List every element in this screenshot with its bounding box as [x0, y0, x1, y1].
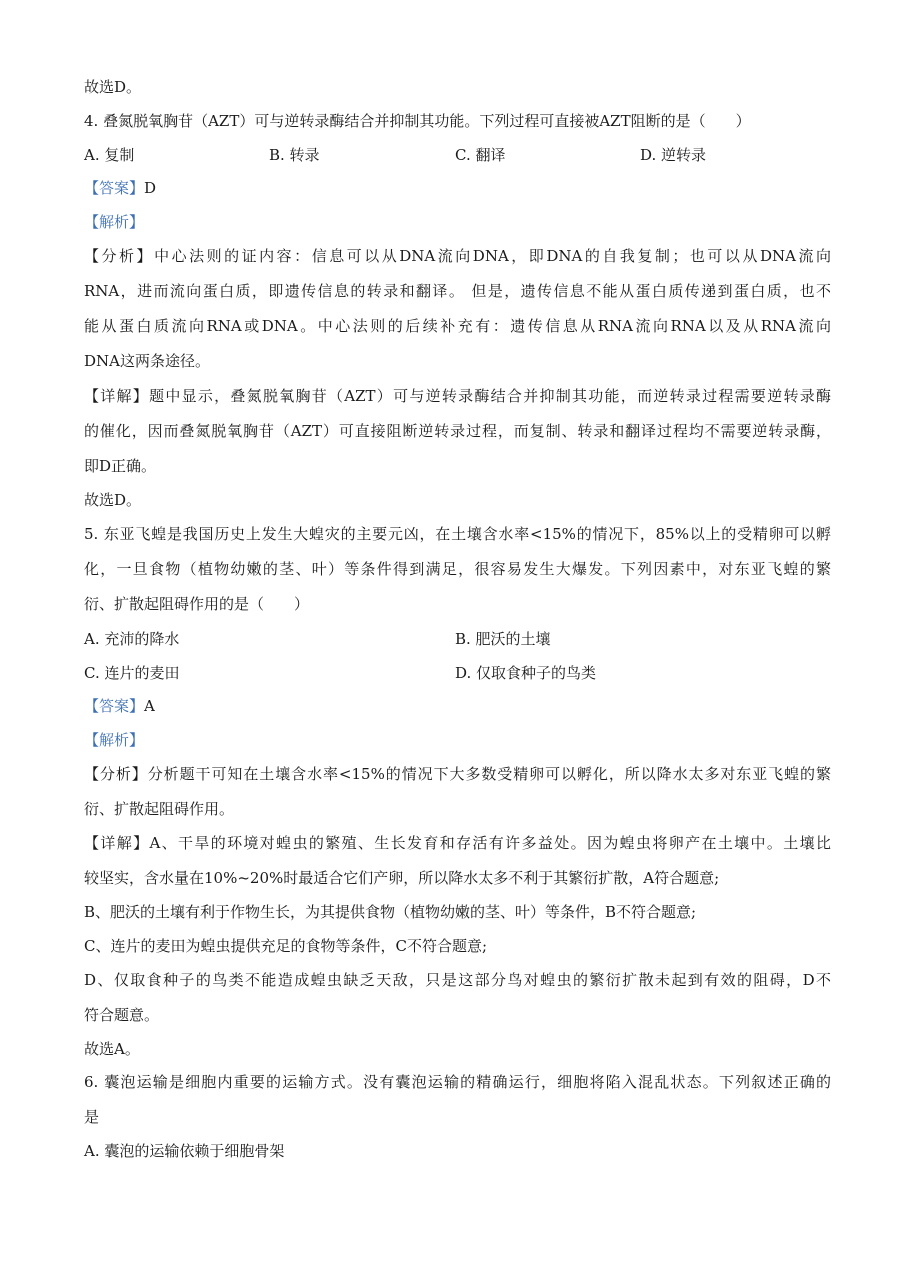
q4-answer-line	[84, 178, 156, 198]
xiangjie-tag: 【详解】	[84, 834, 150, 852]
q5-answer-value: A	[144, 697, 155, 715]
question-5-stem-3: 衍、扩散起阻碍作用的是（ ）	[84, 595, 310, 613]
q4-option-b: B. 转录	[269, 146, 320, 164]
q5-fenxi-text-1: 分析题干可知在土壤含水率<15%的情况下大多数受精卵可以孵化，所以降水太多对东亚飞蝗的繁	[147, 765, 831, 783]
q5-option-d-explanation-2: 符合题意。	[84, 1006, 160, 1024]
q5-option-d-explanation-1: D、仅取食种子的鸟类不能造成蝗虫缺乏天敌，只是这部分鸟对蝗虫的繁衍扩散未起到有效的阻碍，D不	[84, 971, 831, 989]
answer-tag: 【答案】	[84, 179, 145, 197]
question-5-stem-2: 化，一旦食物（植物幼嫩的茎、叶）等条件得到满足，很容易发生大爆发。下列因素中，对东亚飞蝗的繁	[84, 560, 831, 578]
q4-fenxi-line-1	[84, 246, 831, 266]
q5-answer-line	[84, 696, 155, 716]
q6-option-a: A. 囊泡的运输依赖于细胞骨架	[84, 1142, 285, 1160]
q5-xiangjie-line-1	[84, 833, 831, 853]
q4-answer-value: D	[144, 179, 157, 197]
q5-xiangjie-line-2: 较坚实，含水量在10%~20%时最适合它们产卵，所以降水太多不利于其繁衍扩散，A符合题意;	[84, 869, 720, 887]
q5-conclusion: 故选A。	[84, 1040, 140, 1058]
q5-option-d: D. 仅取食种子的鸟类	[455, 664, 597, 682]
q5-option-b: B. 肥沃的土壤	[455, 630, 551, 648]
xiangjie-tag: 【详解】	[84, 387, 150, 405]
q4-xiangjie-line-2: 的催化，因而叠氮脱氧胸苷（AZT）可直接阻断逆转录过程，而复制、转录和翻译过程均不需要逆转录酶，	[84, 422, 831, 440]
q4-xiangjie-text-1: 题中显示，叠氮脱氧胸苷（AZT）可与逆转录酶结合并抑制其功能，而逆转录过程需要逆转录酶	[149, 387, 831, 405]
question-4-stem: 4. 叠氮脱氧胸苷（AZT）可与逆转录酶结合并抑制其功能。下列过程可直接被AZT阻断的是（ ）	[84, 112, 751, 130]
q4-xiangjie-line-1	[84, 386, 831, 406]
q4-option-a: A. 复制	[84, 146, 135, 164]
q5-analysis-tag: 【解析】	[84, 731, 145, 749]
q5-fenxi-line-2: 衍、扩散起阻碍作用。	[84, 800, 235, 818]
q5-fenxi-line-1	[84, 764, 831, 784]
question-5-stem-1: 5. 东亚飞蝗是我国历史上发生大蝗灾的主要元凶，在土壤含水率<15%的情况下，85%以上的受精卵可以孵	[84, 525, 831, 543]
answer-tag: 【答案】	[84, 697, 145, 715]
q4-xiangjie-line-3: 即D正确。	[84, 457, 157, 475]
q5-xiangjie-text-1: A、干旱的环境对蝗虫的繁殖、生长发育和存活有许多益处。因为蝗虫将卵产在土壤中。土壤比	[149, 834, 831, 852]
q4-fenxi-text-1: 中心法则的证内容：信息可以从DNA流向DNA，即DNA的自我复制；也可以从DNA流向	[154, 247, 831, 265]
q4-fenxi-line-2: RNA，进而流向蛋白质，即遗传信息的转录和翻译。 但是，遗传信息不能从蛋白质传递到蛋白质，也不	[84, 282, 831, 300]
fenxi-tag: 【分析】	[84, 765, 148, 783]
q4-conclusion: 故选D。	[84, 491, 142, 509]
question-6-stem-1: 6. 囊泡运输是细胞内重要的运输方式。没有囊泡运输的精确运行，细胞将陷入混乱状态。下列叙述正确的	[84, 1073, 831, 1091]
q4-analysis-tag: 【解析】	[84, 213, 145, 231]
fenxi-tag: 【分析】	[84, 247, 155, 265]
question-6-stem-2: 是	[84, 1108, 100, 1126]
q4-fenxi-line-3: 能从蛋白质流向RNA或DNA。中心法则的后续补充有：遗传信息从RNA流向RNA以及从RNA流向	[84, 317, 831, 335]
q4-fenxi-line-4: DNA这两条途径。	[84, 352, 210, 370]
q5-option-a: A. 充沛的降水	[84, 630, 180, 648]
q5-option-c-explanation: C、连片的麦田为蝗虫提供充足的食物等条件，C不符合题意;	[84, 937, 488, 955]
q4-option-c: C. 翻译	[455, 146, 506, 164]
q4-option-d: D. 逆转录	[640, 146, 707, 164]
q5-option-c: C. 连片的麦田	[84, 664, 180, 682]
answer-conclusion: 故选D。	[84, 78, 142, 96]
q5-option-b-explanation: B、肥沃的土壤有利于作物生长，为其提供食物（植物幼嫩的茎、叶）等条件，B不符合题意;	[84, 903, 697, 921]
